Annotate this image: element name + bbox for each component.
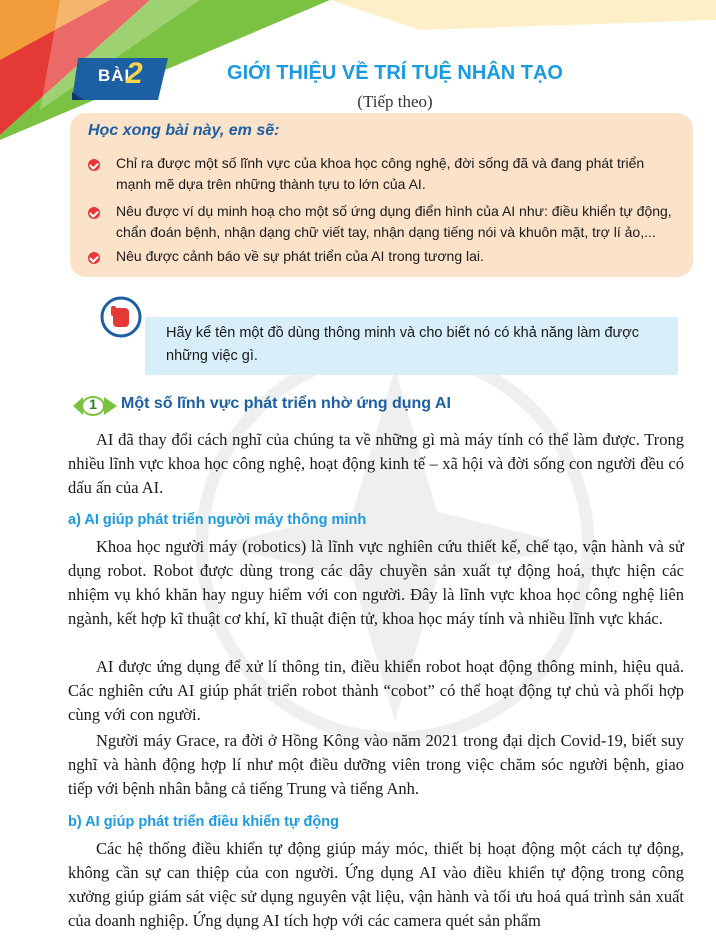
- objectives-heading: Học xong bài này, em sẽ:: [88, 122, 280, 139]
- section-title: Một số lĩnh vực phát triển nhờ ứng dụng AI: [121, 395, 451, 412]
- objective-item: Nêu được ví dụ minh hoạ cho một số ứng dụng điển hình của AI như: điều khiển tự động, chẩn đoán bệnh, nhận dạng chữ viết tay, nhận dạng tiếng nói và khuôn mặt, trợ lí ảo,...: [116, 203, 672, 240]
- paragraph: AI được ứng dụng để xử lí thông tin, điều khiển robot hoạt động thông minh, hiệu quả. Các nghiên cứu AI giúp phát triển robot thành “cobot” có thể hoạt động tự chủ và phối hợp cùng với con người.: [68, 657, 684, 724]
- subsection-b-heading: b) AI giúp phát triển điều khiển tự động: [68, 814, 339, 830]
- check-icon: [88, 252, 100, 264]
- check-icon: [88, 207, 100, 219]
- section-number: 1: [89, 396, 97, 412]
- raised-hand-icon: [100, 296, 142, 338]
- paragraph: Khoa học người máy (robotics) là lĩnh vực nghiên cứu thiết kế, chế tạo, vận hành và sử dụng robot. Robot được dùng trong các dây chuyền sản xuất tự động hoá, thực hiện các nhiệm vụ khó khăn hay nguy hiểm với con người. Đây là lĩnh vực khoa học công nghệ liên ngành, kết hợp kĩ thuật cơ khí, kĩ thuật điện tử, khoa học máy tính và nhiều lĩnh vực khác.: [68, 537, 684, 628]
- paragraph: Người máy Grace, ra đời ở Hồng Kông vào năm 2021 trong đại dịch Covid-19, biết suy nghĩ và hành động hợp lí như một điều dưỡng viên trong việc chăm sóc người bệnh, giao tiếp với bệnh nhân bằng cả tiếng Trung và tiếng Anh.: [68, 731, 684, 798]
- lesson-subtitle: (Tiếp theo): [357, 92, 433, 111]
- starter-text: Hãy kể tên một đồ dùng thông minh và cho biết nó có khả năng làm được những việc gì.: [166, 325, 640, 364]
- lesson-badge-number: 2: [126, 57, 143, 90]
- section-intro: AI đã thay đổi cách nghĩ của chúng ta về những gì mà máy tính có thể làm được. Trong nhiều lĩnh vực khoa học công nghệ, hoạt động kinh tế – xã hội và đời sống con người đều có dấu ấn của AI.: [68, 430, 684, 497]
- lesson-title: GIỚI THIỆU VỀ TRÍ TUỆ NHÂN TẠO: [227, 62, 563, 84]
- objective-item: Chỉ ra được một số lĩnh vực của khoa học công nghệ, đời sống đã và đang phát triển mạnh mẽ dựa trên những thành tựu to lớn của AI.: [116, 155, 645, 192]
- objective-item: Nêu được cảnh báo về sự phát triển của AI trong tương lai.: [116, 248, 484, 264]
- paragraph: Các hệ thống điều khiển tự động giúp máy móc, thiết bị hoạt động một cách tự động, không cần sự can thiệp của con người. Ứng dụng AI vào điều khiển tự động trong công xưởng giúp giám sát việc sử dụng nguyên vật liệu, vận hành và tối ưu hoá quá trình sản xuất của doanh nghiệp. Ứng dụng AI tích hợp với các camera quét sản phẩm: [68, 839, 684, 930]
- subsection-a-heading: a) AI giúp phát triển người máy thông minh: [68, 512, 367, 528]
- lesson-badge-label: BÀI: [98, 66, 131, 85]
- check-icon: [88, 159, 100, 171]
